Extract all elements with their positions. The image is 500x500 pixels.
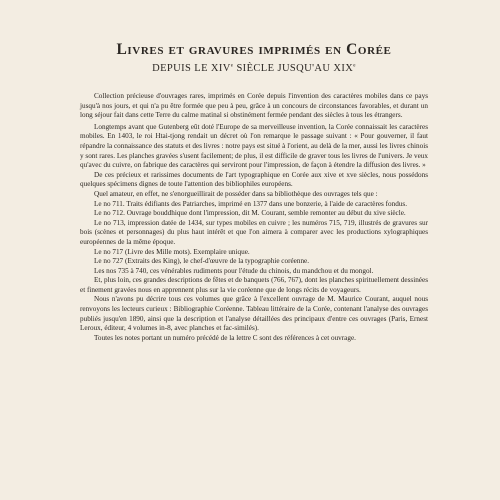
paragraph-item-717: Le no 717 (Livre des Mille mots). Exemplaire unique. [94, 247, 250, 256]
paragraph-amateur: Quel amateur, en effet, ne s'enorgueillirait de posséder dans sa bibliothèque des ouvrages tels que : [94, 189, 378, 198]
subtitle-sup-2: e [353, 63, 356, 69]
paragraph-item-712: Le no 712. Ouvrage bouddhique dont l'impression, dit M. Courant, semble remonter au début du xive siècle. [94, 209, 406, 218]
paragraph-intro: Collection précieuse d'ouvrages rares, imprimés en Corée depuis l'invention des caractères mobiles dans ce pays jusqu'à nos jours, et qui n'a pu être formée que peu à peu, grâce à un concours de circonstances favorables, et durant un long séjour fait dans cette Terre du calme matinal si obstinément fermée pendant des siècles à tous les étrangers. [80, 92, 428, 120]
paragraph-item-727: Le no 727 (Extraits des King), le chef-d'œuvre de la typographie coréenne. [94, 257, 310, 266]
paragraph-item-713: Le no 713, impression datée de 1434, sur types mobiles en cuivre ; les numéros 715, 719, illustrés de gravures sur bois (scènes et personnages) du plus haut intérêt et que l'on aimera à comparer avec les productions xylographiques européennes de la même époque. [80, 218, 428, 246]
subtitle-part-1: DEPUIS LE XIV [152, 63, 231, 74]
body-text [80, 92, 428, 343]
subtitle-part-2: SIÈCLE JUSQU'AU XIX [233, 63, 354, 74]
paragraph-courant: Nous n'avons pu décrire tous ces volumes que grâce à l'excellent ouvrage de M. Maurice Courant, auquel nous renvoyons les lecteurs curieux : Bibliographie Coréenne. Tableau littéraire de la Corée, contenant l'analyse des ouvrages publiés jusqu'en 1890, ainsi que la description et l'analyse détaillées des principaux d'entre ces ouvrages (Paris, Ernest Leroux, éditeur, 4 volumes in-8, avec planches et fac-similés). [80, 295, 428, 333]
paragraph-descriptions: Et, plus loin, ces grandes descriptions de fêtes et de banquets (766, 767), dont les planches spirituellement dessinées et finement gravées nous en apprennent plus sur la vie coréenne que de longs récits de voyageurs. [80, 276, 428, 294]
page-subtitle [80, 62, 428, 76]
paragraph-documents: De ces précieux et rarissimes documents de l'art typographique en Corée aux xive et xve siècles, nous possédons quelques spécimens dignes de toute l'attention des bibliophiles européens. [80, 170, 428, 189]
paragraph-items-735-740: Les nos 735 à 740, ces vénérables rudiments pour l'étude du chinois, du mandchou et du mongol. [94, 266, 374, 275]
paragraph-item-711: Le no 711. Traits édifiants des Patriarches, imprimé en 1377 dans une bonzerie, à l'aide de caractères fondus. [94, 199, 407, 208]
paragraph-notes: Toutes les notes portant un numéro précédé de la lettre C sont des références à cet ouvrage. [94, 333, 356, 342]
document-page [80, 40, 428, 343]
subtitle-sup-1: e [230, 63, 234, 69]
page-title: Livres et gravures imprimés en Corée [116, 41, 392, 58]
paragraph-gutenberg: Longtemps avant que Gutenberg eût doté l'Europe de sa merveilleuse invention, la Corée connaissait les caractères mobiles. En 1403, le roi Htai-tjong rendait un décret où l'on remarque le passage suivant : « Pour gouverner, il faut répandre la connaissance des statuts et des livres : notre pays est situé à l'orient, au delà de la mer, aussi les livres chinois y sont rares. Les planches gravées s'usent facilement; de plus, il est difficile de graver tous les livres de l'univers. Je veux qu'avec du cuivre, on fabrique des caractères qui serviront pour l'impression, de façon à étendre la diffusion des livres. » [80, 122, 428, 170]
